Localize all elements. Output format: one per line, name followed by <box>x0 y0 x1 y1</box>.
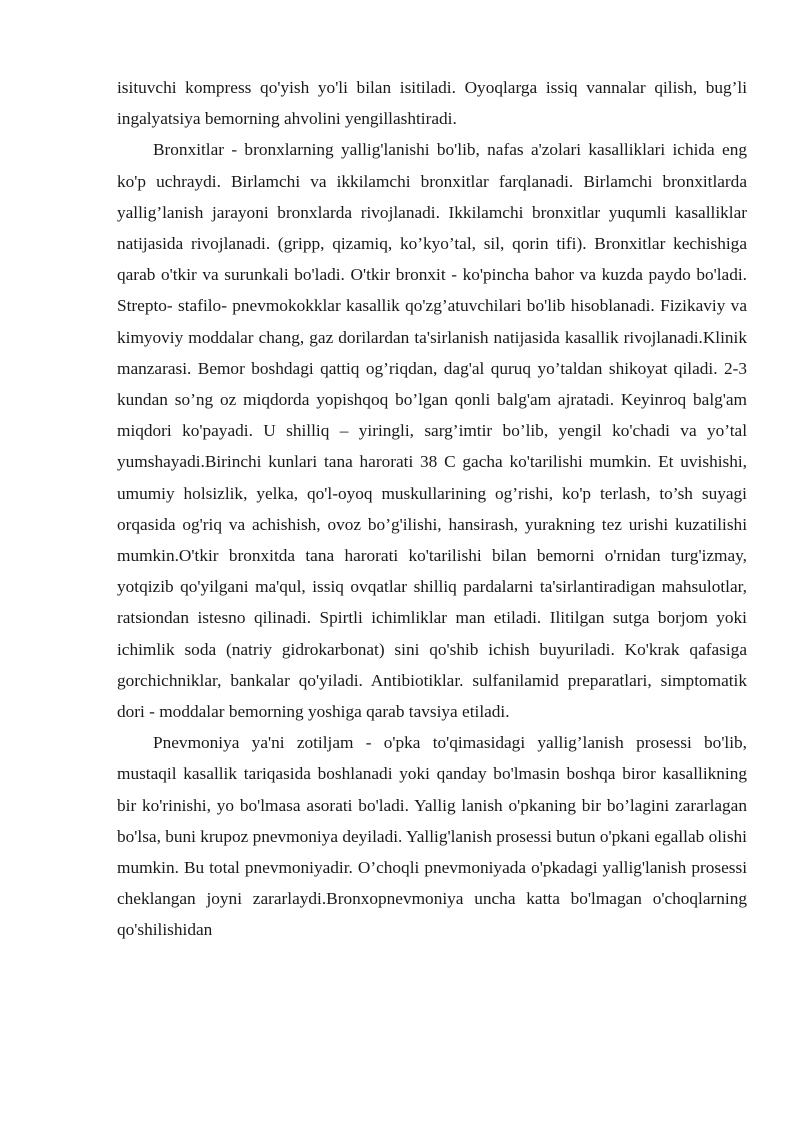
paragraph-bronxitlar: Bronxitlar - bronxlarning yallig'lanishi bo'lib, nafas a'zolari kasalliklari ichida eng ko'p uchraydi. Birlamchi va ikkilamchi bronxitlar farqlanadi. Birlamchi bronxitlarda yallig’lanish jarayoni bronxlarda rivojlanadi. Ikkilamchi bronxitlar yuqumli kasalliklar natijasida rivojlanadi. (gripp, qizamiq, ko’kyo’tal, sil, qorin tifi). Bronxitlar kechishiga qarab o'tkir va surunkali bo'ladi. O'tkir bronxit - ko'pincha bahor va kuzda paydo bo'ladi. Strepto- stafilo- pnevmokokklar kasallik qo'zg’atuvchilari bo'lib hisoblanadi. Fizikaviy va kimyoviy moddalar chang, gaz dorilardan ta'sirlanish natijasida kasallik rivojlanadi.Klinik manzarasi. Bemor boshdagi qattiq og’riqdan, dag'al quruq yo’taldan shikoyat qiladi. 2-3 kundan so’ng oz miqdorda yopishqoq bo’lgan qonli balg'am ajratadi. Keyinroq balg'am miqdori ko'payadi. U shilliq – yiringli, sarg’imtir bo’lib, yengil ko'chadi va yo’tal yumshayadi.Birinchi kunlari tana harorati 38 C gacha ko'tarilishi mumkin. Et uvishishi, umumiy holsizlik, yelka, qo'l-oyoq muskullarining og’rishi, ko'p terlash, to’sh suyagi orqasida og'riq va achishish, ovoz bo’g'ilishi, hansirash, yurakning tez urishi kuzatilishi mumkin.O'tkir bronxitda tana harorati ko'tarilishi bilan bemorni o'rnidan turg'izmay, yotqizib qo'yilgani ma'qul, issiq ovqatlar shilliq pardalarni ta'sirlantiradigan mahsulotlar, ratsiondan istesno qilinadi. Spirtli ichimliklar man etiladi. Ilitilgan sutga borjom yoki ichimlik soda (natriy gidrokarbonat) sini qo'shib ichish buyuriladi. Ko'krak qafasiga gorchichniklar, bankalar qo'yiladi. Antibiotiklar. sulfanilamid preparatlari, simptomatik dori - moddalar bemorning yoshiga qarab tavsiya etiladi. <box>117 140 747 722</box>
paragraph-pnevmoniya: Pnevmoniya ya'ni zotiljam - o'pka to'qimasidagi yallig’lanish prosessi bo'lib, mustaqil kasallik tariqasida boshlanadi yoki qanday bo'lmasin boshqa biror kasallikning bir ko'rinishi, yo bo'lmasa asorati bo'ladi. Yallig lanish o'pkaning bir bo’lagini zararlagan bo'lsa, buni krupoz pnevmoniya deyiladi. Yallig'lanish prosessi butun o'pkani egallab olishi mumkin. Bu total pnevmoniyadir. O’choqli pnevmoniyada o'pkadagi yallig'lanish prosessi cheklangan joyni zararlaydi.Bronxopnevmoniya uncha katta bo'lmagan o'choqlarning qo'shilishidan <box>117 733 747 940</box>
document-body <box>117 72 747 946</box>
paragraph-continuation: isituvchi kompress qo'yish yo'li bilan isitiladi. Oyoqlarga issiq vannalar qilish, bug’li ingalyatsiya bemorning ahvolini yengillashtiradi. <box>117 78 747 129</box>
